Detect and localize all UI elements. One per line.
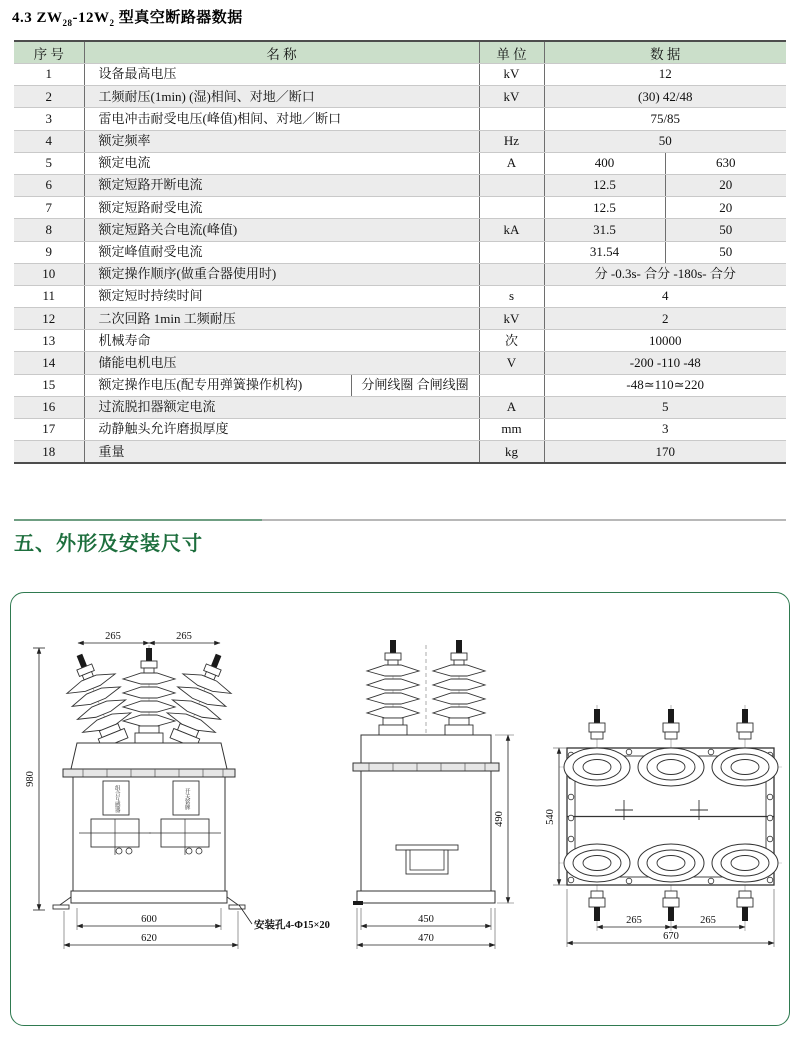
row-no: 6 [14,174,84,196]
row-data: 3 [544,419,786,441]
header-data: 数 据 [544,41,786,64]
top-dim-670: 670 [663,931,679,942]
front-dim-265-left: 265 [105,631,121,642]
row-data: 75/85 [544,108,786,130]
row-no: 2 [14,86,84,108]
row-data-1: 12.5 [544,174,665,196]
table-row [14,396,786,418]
title-model: ZW [36,10,63,26]
side-dim-450: 450 [418,914,434,925]
row-data-2: 630 [665,152,786,174]
section-divider [14,519,786,521]
row-name: 额定短路开断电流 [84,174,479,196]
row-unit [479,197,544,219]
front-dim-265-right: 265 [176,631,192,642]
title-sub2: 2 [109,18,115,28]
row-no: 17 [14,419,84,441]
row-data-1: 400 [544,152,665,174]
row-data: 5 [544,396,786,418]
table-row [14,64,786,86]
row-name: 动静触头允许磨损厚度 [84,419,479,441]
spec-table-body [14,64,786,464]
page-title [12,6,243,28]
table-row [14,86,786,108]
row-unit [479,263,544,285]
row-unit [479,241,544,263]
table-row [14,419,786,441]
row-no: 4 [14,130,84,152]
table-row [14,108,786,130]
row-unit [479,374,544,396]
title-suffix: 型真空断路器数据 [114,10,243,26]
top-dim-540: 540 [545,809,556,825]
table-row [14,285,786,307]
top-dim-265-left: 265 [626,915,642,926]
row-data: 分 -0.3s- 合分 -180s- 合分 [544,263,786,285]
row-name: 过流脱扣器额定电流 [84,396,479,418]
row-no: 14 [14,352,84,374]
table-row [14,197,786,219]
top-dim-265-right: 265 [700,915,716,926]
table-row [14,152,786,174]
top-view [545,705,782,947]
row-name: 机械寿命 [84,330,479,352]
row-no: 13 [14,330,84,352]
row-name: 雷电冲击耐受电压(峰值)相间、对地／断口 [84,108,479,130]
row-data-2: 20 [665,197,786,219]
row-data-1: 12.5 [544,197,665,219]
front-mount-note: 安装孔4-Φ15×20 [254,920,330,931]
row-data: 50 [544,130,786,152]
spec-table [14,40,786,464]
row-no: 11 [14,285,84,307]
row-name: 额定频率 [84,130,479,152]
row-no: 3 [14,108,84,130]
table-row [14,219,786,241]
row-no: 15 [14,374,84,396]
row-no: 10 [14,263,84,285]
row-data: (30) 42/48 [544,86,786,108]
side-view [353,640,514,949]
row-name: 重量 [84,441,479,464]
row-name: 额定短路耐受电流 [84,197,479,219]
row-data: -200 -110 -48 [544,352,786,374]
row-no: 5 [14,152,84,174]
table-row [14,441,786,464]
table-row [14,374,786,396]
front-dim-600: 600 [141,914,157,925]
table-row [14,330,786,352]
row-unit: kV [479,64,544,86]
row-name: 二次回路 1min 工频耐压 [84,308,479,330]
header-unit: 单 位 [479,41,544,64]
table-row [14,174,786,196]
row-name: 额定操作电压(配专用弹簧操作机构) [84,374,351,396]
title-model-2: -12W [72,10,110,26]
side-dim-490: 490 [494,811,505,827]
front-dim-620: 620 [141,933,157,944]
row-no: 12 [14,308,84,330]
side-dim-470: 470 [418,933,434,944]
row-data-2: 50 [665,219,786,241]
row-unit: A [479,152,544,174]
row-unit [479,174,544,196]
nameplate-label-right: 开关铭牌 [183,788,190,810]
table-header-row [14,41,786,64]
row-data: 10000 [544,330,786,352]
row-no: 8 [14,219,84,241]
front-dim-980: 980 [25,771,36,787]
table-row [14,352,786,374]
table-row [14,241,786,263]
row-unit: 次 [479,330,544,352]
row-unit: s [479,285,544,307]
table-row [14,130,786,152]
header-no: 序 号 [14,41,84,64]
row-no: 9 [14,241,84,263]
row-data-1: 31.5 [544,219,665,241]
row-data-2: 50 [665,241,786,263]
row-name: 额定短时持续时间 [84,285,479,307]
nameplate-label-left: 组合互感器 [113,785,120,813]
row-no: 18 [14,441,84,464]
row-no: 16 [14,396,84,418]
row-data-1: 31.54 [544,241,665,263]
row-name: 额定峰值耐受电流 [84,241,479,263]
row-unit: A [479,396,544,418]
row-data-2: 20 [665,174,786,196]
table-row [14,263,786,285]
title-num: 4.3 [12,10,37,26]
row-name: 设备最高电压 [84,64,479,86]
row-unit: Hz [479,130,544,152]
row-no: 1 [14,64,84,86]
row-data: 4 [544,285,786,307]
row-data: -48≃110≃220 [544,374,786,396]
row-name-sub: 分闸线圈 合闸线圈 [351,374,479,396]
header-name: 名 称 [84,41,479,64]
table-row [14,308,786,330]
row-unit [479,108,544,130]
row-name: 额定电流 [84,152,479,174]
row-unit: kV [479,308,544,330]
row-unit: kV [479,86,544,108]
row-no: 7 [14,197,84,219]
row-data: 2 [544,308,786,330]
row-name: 工频耐压(1min) (湿)相间、对地／断口 [84,86,479,108]
row-unit: V [479,352,544,374]
row-data: 170 [544,441,786,464]
drawing-panel [10,592,790,1026]
row-name: 额定操作顺序(做重合器使用时) [84,263,479,285]
row-unit: mm [479,419,544,441]
section-title: 五、外形及安装尺寸 [14,533,203,555]
row-data: 12 [544,64,786,86]
row-name: 额定短路关合电流(峰值) [84,219,479,241]
row-unit: kg [479,441,544,464]
title-sub1: 28 [62,18,73,28]
row-unit: kA [479,219,544,241]
row-name: 储能电机电压 [84,352,479,374]
